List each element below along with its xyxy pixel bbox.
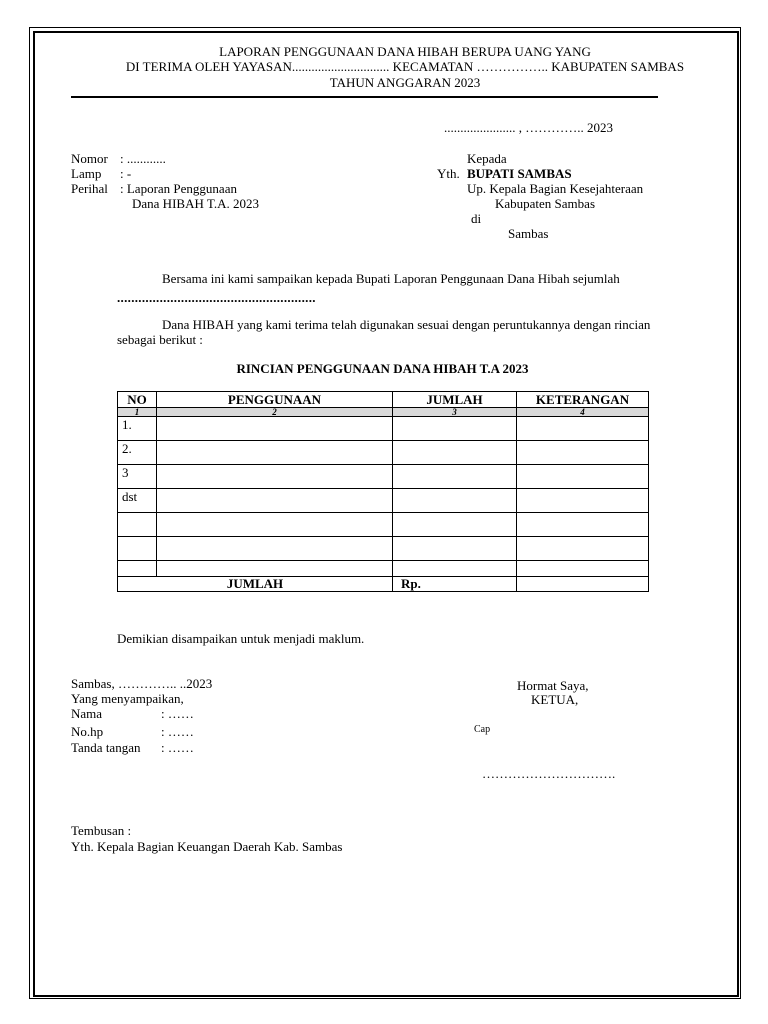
header-jumlah: JUMLAH — [393, 392, 517, 408]
lamp-label: Lamp — [71, 166, 102, 181]
row-no: 1. — [118, 417, 157, 441]
index-cell: 3 — [393, 408, 517, 417]
table-row — [118, 513, 649, 537]
signer-greeting: Hormat Saya, — [517, 678, 589, 693]
index-cell: 1 — [118, 408, 157, 417]
row-jumlah — [393, 417, 517, 441]
recipient-kabupaten: Kabupaten Sambas — [495, 196, 596, 211]
row-penggunaan — [157, 441, 393, 465]
table-title: RINCIAN PENGGUNAAN DANA HIBAH T.A 2023 — [236, 361, 529, 376]
nama-label: Nama — [71, 706, 103, 721]
row-keterangan — [517, 465, 649, 489]
recipient-place: Sambas — [508, 226, 549, 241]
row-no: 2. — [118, 441, 157, 465]
recipient-di: di — [471, 211, 482, 226]
ttd-value: : …… — [161, 740, 194, 755]
table-row — [118, 489, 649, 513]
stamp-placeholder: Cap — [474, 724, 491, 735]
body-paragraph-1: Bersama ini kami sampaikan kepada Bupati Laporan Penggunaan Dana Hibah sejumlah — [162, 271, 620, 286]
row-no: dst — [118, 489, 157, 513]
signer-place-date: Sambas, ………….. ..2023 — [71, 676, 213, 691]
nohp-label: No.hp — [71, 724, 104, 739]
row-keterangan — [517, 513, 649, 537]
header-no: NO — [118, 392, 157, 408]
row-keterangan — [517, 537, 649, 561]
row-keterangan — [517, 417, 649, 441]
nama-value: : …… — [161, 706, 194, 721]
table-header-row — [118, 392, 649, 408]
row-penggunaan — [157, 537, 393, 561]
index-cell: 4 — [517, 408, 649, 417]
table-row — [118, 465, 649, 489]
nohp-value: : …… — [161, 724, 194, 739]
header-title-line3: TAHUN ANGGARAN 2023 — [329, 75, 481, 90]
rincian-table — [117, 391, 649, 592]
row-penggunaan — [157, 513, 393, 537]
total-keterangan — [517, 577, 649, 592]
perihal-value-line2: Dana HIBAH T.A. 2023 — [132, 196, 259, 211]
nomor-value: : ............ — [120, 151, 166, 166]
row-penggunaan — [157, 417, 393, 441]
date-line: ...................... , ………….. 2023 — [444, 120, 613, 135]
table-row — [118, 537, 649, 561]
body-paragraph-2-cont: sebagai berikut : — [117, 332, 203, 347]
row-keterangan — [517, 489, 649, 513]
ttd-label: Tanda tangan — [71, 740, 141, 755]
row-penggunaan — [157, 489, 393, 513]
signer-role: Yang menyampaikan, — [71, 691, 184, 706]
nomor-label: Nomor — [71, 151, 108, 166]
recipient-name: BUPATI SAMBAS — [467, 166, 572, 181]
header-title-line2: DI TERIMA OLEH YAYASAN.............................. KECAMATAN …………….. KABUPATEN SAMBAS — [125, 59, 685, 74]
table-row — [118, 561, 649, 577]
row-jumlah — [393, 513, 517, 537]
body-paragraph-2: Dana HIBAH yang kami terima telah digunakan sesuai dengan peruntukannya dengan rincian — [162, 317, 651, 332]
row-no: 3 — [118, 465, 157, 489]
recipient-up: Up. Kepala Bagian Kesejahteraan — [467, 181, 644, 196]
table-row — [118, 417, 649, 441]
cc-item: Yth. Kepala Bagian Keuangan Daerah Kab. Sambas — [71, 839, 343, 854]
table-total-row — [118, 577, 649, 592]
row-jumlah — [393, 489, 517, 513]
table-row — [118, 441, 649, 465]
total-label: JUMLAH — [118, 577, 393, 592]
row-jumlah — [393, 537, 517, 561]
row-jumlah — [393, 561, 517, 577]
row-no — [118, 513, 157, 537]
closing-statement: Demikian disampaikan untuk menjadi maklum. — [117, 631, 365, 646]
lamp-value: : - — [120, 166, 132, 181]
row-jumlah — [393, 441, 517, 465]
row-keterangan — [517, 561, 649, 577]
row-no — [118, 537, 157, 561]
row-penggunaan — [157, 561, 393, 577]
recipient-kepada: Kepada — [467, 151, 507, 166]
header-title-line1: LAPORAN PENGGUNAAN DANA HIBAH BERUPA UANG YANG — [219, 44, 591, 59]
header-penggunaan: PENGGUNAAN — [157, 392, 393, 408]
total-currency: Rp. — [393, 577, 517, 592]
header-rule — [71, 96, 658, 98]
row-penggunaan — [157, 465, 393, 489]
amount-dots: ........................................................ — [117, 290, 316, 305]
recipient-yth: Yth. — [437, 166, 460, 181]
signature-dots: …………………………. — [482, 766, 616, 781]
row-keterangan — [517, 441, 649, 465]
index-cell: 2 — [157, 408, 393, 417]
row-no — [118, 561, 157, 577]
cc-label: Tembusan : — [71, 823, 132, 838]
header-keterangan: KETERANGAN — [517, 392, 649, 408]
row-jumlah — [393, 465, 517, 489]
perihal-label: Perihal — [71, 181, 108, 196]
perihal-value: : Laporan Penggunaan — [120, 181, 237, 196]
table-index-row — [118, 408, 649, 417]
signer-title: KETUA, — [531, 692, 579, 707]
